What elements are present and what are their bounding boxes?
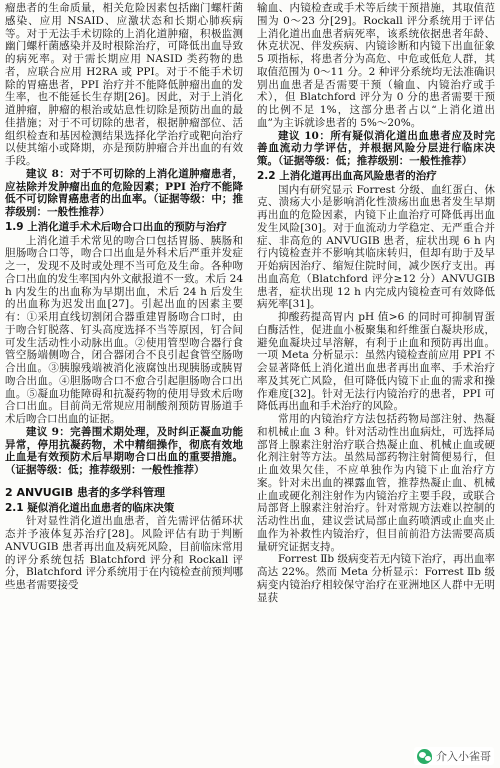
left-column [5,2,243,764]
recommendation-9: 建议 9：完善围术期处理，及时纠正凝血功能异常，停用抗凝药物，术中精细操作，彻底有效地止血是有效预防术后早期吻合口出血的重要措施。（证据等级：低；推荐级别：一般性推荐） [5,425,243,476]
watermark-text: 介入小雀哥 [436,750,491,763]
section-heading-1-9: 1.9 上消化道手术术后吻合口出血的预防与治疗 [5,220,227,233]
paragraph-endoscopic-therapy: 常用的内镜治疗方法包括药物局部注射、热凝和机械止血 3 种。针对活动性出血病灶，可选择局部肾上腺素注射治疗联合热凝止血、机械止血或硬化剂注射等方法。虽然局部药物注射简便易行，但止血效果欠佳，不应单独作为内镜下止血治疗方案。针对未出血的裸露血管，推荐热凝止血、机械止血或硬化剂注射作为内镜治疗主要手段，或联合局部肾上腺素注射治疗。针对常规方法难以控制的活动性出血，建议尝试局部止血药喷洒或止血夹止血作为补救性内镜治疗，但目前前沿方法需要高质量研究证据支持。 [257,413,495,553]
right-column [257,2,495,764]
section-heading-2-1: 2.1 疑似消化道出血患者的临床决策 [5,501,175,514]
paragraph-risk-scores: 输血、内镜检查或手术等后续干预措施，其取值范围为 0～23 分[29]。Rockall 评分系统用于评估上消化道出血患者病死率，该系统依据患者年龄、休克状况、伴发疾病、内镜诊断和内镜下出血征象 5 项指标，将患者分为高危、中危或低危人群，其取值范围为 0～11 分。2 种评分系统均无法准确识别出血患者是否需要干预（输血、内镜治疗或手术），但 Blatchford 评分为 0 分的患者需要干预的比例不足 1%，这部分患者占以“上消化道出血”为主诉就诊患者的 5%～20%。 [257,2,495,129]
paragraph-clinical-decision: 针对显性消化道出血患者，首先需评估循环状态并予液体复苏治疗[28]。风险评估有助于判断 ANVUGIB 患者再出血及病死风险，目前临床常用的评分系统包括 Blatchford 评分和 Rockall 评分，Blatchford 评分系统用于在内镜检查前预判哪些患者需要接受 [5,515,243,591]
paragraph-rebleeding-risk: 国内有研究显示 Forrest 分级、血红蛋白、休克、溃疡大小是影响消化性溃疡出血患者发生早期再出血的危险因素，内镜下止血治疗可降低再出血发生风险[30]。对于血流动力学稳定、无严重合并症、非高危的 ANVUGIB 患者，症状出现 6 h 内行内镜检查并不影响其临床转归，但却有助于及早开始病因治疗、缩短住院时间，减少医疗支出。再出血高危（Blatchford 评分≥12 分）ANVUGIB 患者，症状出现 12 h 内完成内镜检查可有效降低病死率[31]。 [257,183,495,311]
recommendation-8: 建议 8：对于不可切除的上消化道肿瘤患者，应祛除并发肿瘤出血的危险因素；PPI 治疗不能降低不可切除胃癌患者的出血率。（证据等级：中；推荐级别：一般性推荐） [5,167,243,218]
wechat-icon [417,749,432,764]
watermark [414,747,494,765]
paragraph-forrest-iib: Forrest Ⅱb 级病变若无内镜下治疗，再出血率高达 22%。然而 Meta 分析显示：Forrest Ⅱb 级病变内镜治疗相较保守治疗在亚洲地区人群中无明显获 [257,553,495,604]
paragraph-tumor-bleeding: 瘤患者的生命质量，相关危险因素包括幽门螺杆菌感染、应用 NSAID、应激状态和长期心肺疾病等。对于无法手术切除的上消化道肿瘤，积极监测幽门螺杆菌感染并及时根除治疗，可降低出血导致的病死率。对于需长期应用 NASID 类药物的患者，应联合应用 H2RA 或 PPI。对于不能手术切除的胃癌患者，PPI 治疗并不能降低肿瘤出血的发生率，也不能延长生存期[26]。因此，对于上消化道肿瘤，肿瘤的根治或姑息性切除是预防出血的最佳措施；对于不可切除的患者，根据肿瘤部位、活组织检查和基因检测结果选择化学治疗或靶向治疗以使其缩小或降期，亦是预防肿瘤合并出血的有效手段。 [5,2,243,167]
section-heading-2: 2 ANVUGIB 患者的多学科管理 [5,485,165,499]
recommendation-10: 建议 10：所有疑似消化道出血患者应及时完善血流动力学评估，并根据风险分层进行临床决策。（证据等级：低；推荐级别：一般性推荐） [257,129,495,167]
paragraph-acid-suppression: 抑酸药提高胃内 pH 值>6 的同时可抑制胃蛋白酶活性，促进血小板聚集和纤维蛋白凝块形成，避免血凝块过早溶解，有利于止血和预防再出血。一项 Meta 分析显示：虽然内镜检查前应用 PPI 不会显著降低上消化道出血患者再出血率、手术治疗率及其死亡风险，但可降低内镜下止血的需求和操作难度[32]。针对无法行内镜治疗的患者，PPI 可降低再出血和手术治疗的风险。 [257,311,495,413]
section-heading-2-2: 2.2 上消化道再出血高风险患者的治疗 [257,169,437,182]
paragraph-anastomotic-bleeding: 上消化道手术常见的吻合口包括胃肠、胰肠和胆肠吻合口等，吻合口出血是外科术后严重并发症之一，发现不及时或处理不当可危及生命。各种吻合口出血的发生率国内外文献报道不一致。术后 24 h 内发生的出血称为早期出血，术后 24 h 后发生的出血称为迟发出血[27]。引起出血的因素主要有：①采用直线切割闭合器重建胃肠吻合口时，由于吻合钉脱落、钉头高度选择不当等原因，钉合间可发生活动性小动脉出血。②使用管型吻合器行食管空肠端侧吻合，闭合器闭合不良引起食管空肠吻合出血。③胰腺残端被消化液腐蚀出现胰肠或胰胃吻合出血。④胆肠吻合口不愈合引起胆肠吻合口出血。⑤凝血功能障碍和抗凝药物的使用导致术后吻合口出血。目前尚无常规应用制酸剂预防胃肠道手术后吻合口出血的证据。 [5,234,243,425]
